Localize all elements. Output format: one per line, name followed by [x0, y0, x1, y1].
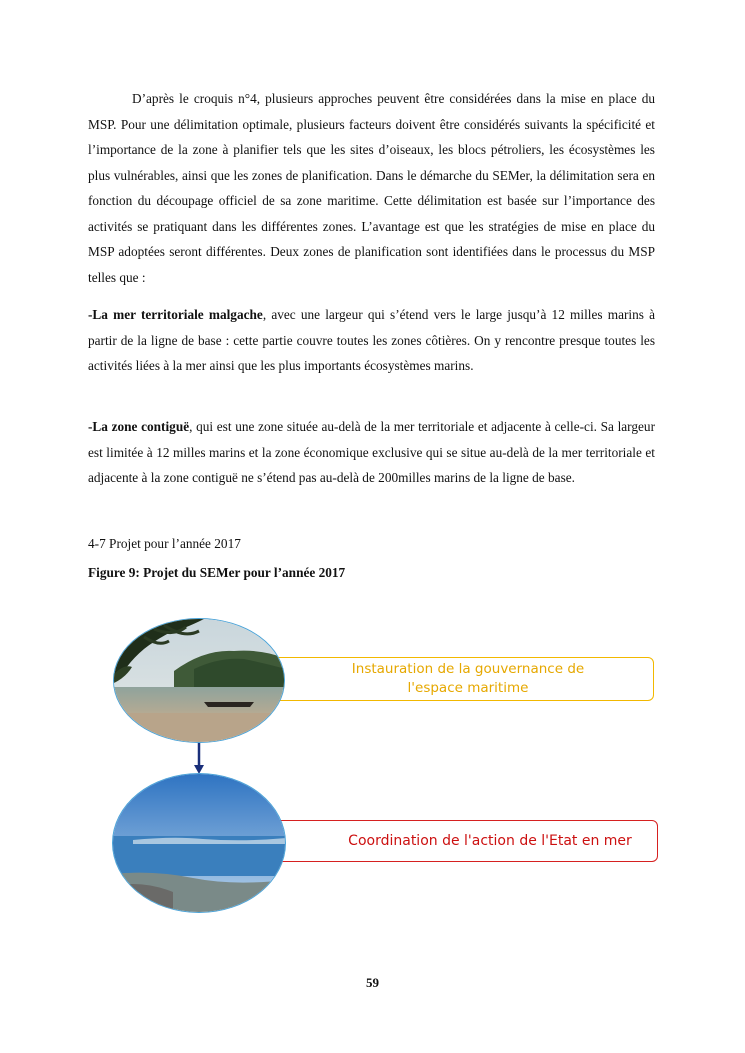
down-arrow-icon: [192, 743, 206, 775]
definition-zone-contigue: , qui est une zone située au-delà de la mer territoriale et adjacente à celle-ci. Sa largeur est limitée à 12 milles marins et la zone économique exclusive qui se situe au-delà de la mer territoriale et adjacente à la zone contiguë ne s’étend pas au-delà de 200milles marins de la ligne de base.: [88, 419, 655, 485]
section-heading: 4-7 Projet pour l’année 2017: [88, 536, 241, 551]
goal-box-governance-label: Instauration de la gouvernance de l'espace maritime: [351, 661, 585, 696]
definition-mer-territoriale: , avec une largeur qui s’étend vers le large jusqu’à 12 milles marins à partir de la ligne de base : cette partie couvre toutes les zones côtières. On y rencontre presque toutes les activités liées à la mer ainsi que les plus importants écosystèmes marins.: [88, 307, 656, 373]
page-number: 59: [366, 975, 379, 990]
coastal-photo: [113, 618, 285, 743]
paragraph-intro: D’après le croquis n°4, plusieurs approches peuvent être considérées dans la mise en place du MSP. Pour une délimitation optimale, plusieurs facteurs doivent être considérés suivants la spécificité et l’importance de la zone à planifier tels que les sites d’oiseaux, les blocs pétroliers, les écosystèmes les plus vulnérables, ainsi que les zones de planification. Dans le démarche du SEMer, la délimitation sera en fonction du découpage officiel de sa zone maritime. Cette délimitation est basée sur l’importance des activités se pratiquant dans les différentes zones. L’avantage est que les stratégies de mise en place du MSP adoptées seront différentes. Deux zones de planification sont identifiées dans le processus du MSP telles que :: [88, 91, 655, 285]
term-mer-territoriale: -La mer territoriale malgache: [88, 307, 263, 322]
goal-box-governance: [262, 657, 654, 701]
figure-caption: Figure 9: Projet du SEMer pour l’année 2017: [88, 565, 346, 580]
sea-photo: [112, 773, 286, 913]
goal-box-coordination: [262, 820, 658, 862]
goal-box-coordination-label: Coordination de l'action de l'Etat en mer: [348, 833, 632, 849]
paragraph-mer-territoriale: [88, 302, 655, 379]
paragraph-zone-contigue: [88, 414, 655, 491]
term-zone-contigue: -La zone contiguë: [88, 419, 190, 434]
